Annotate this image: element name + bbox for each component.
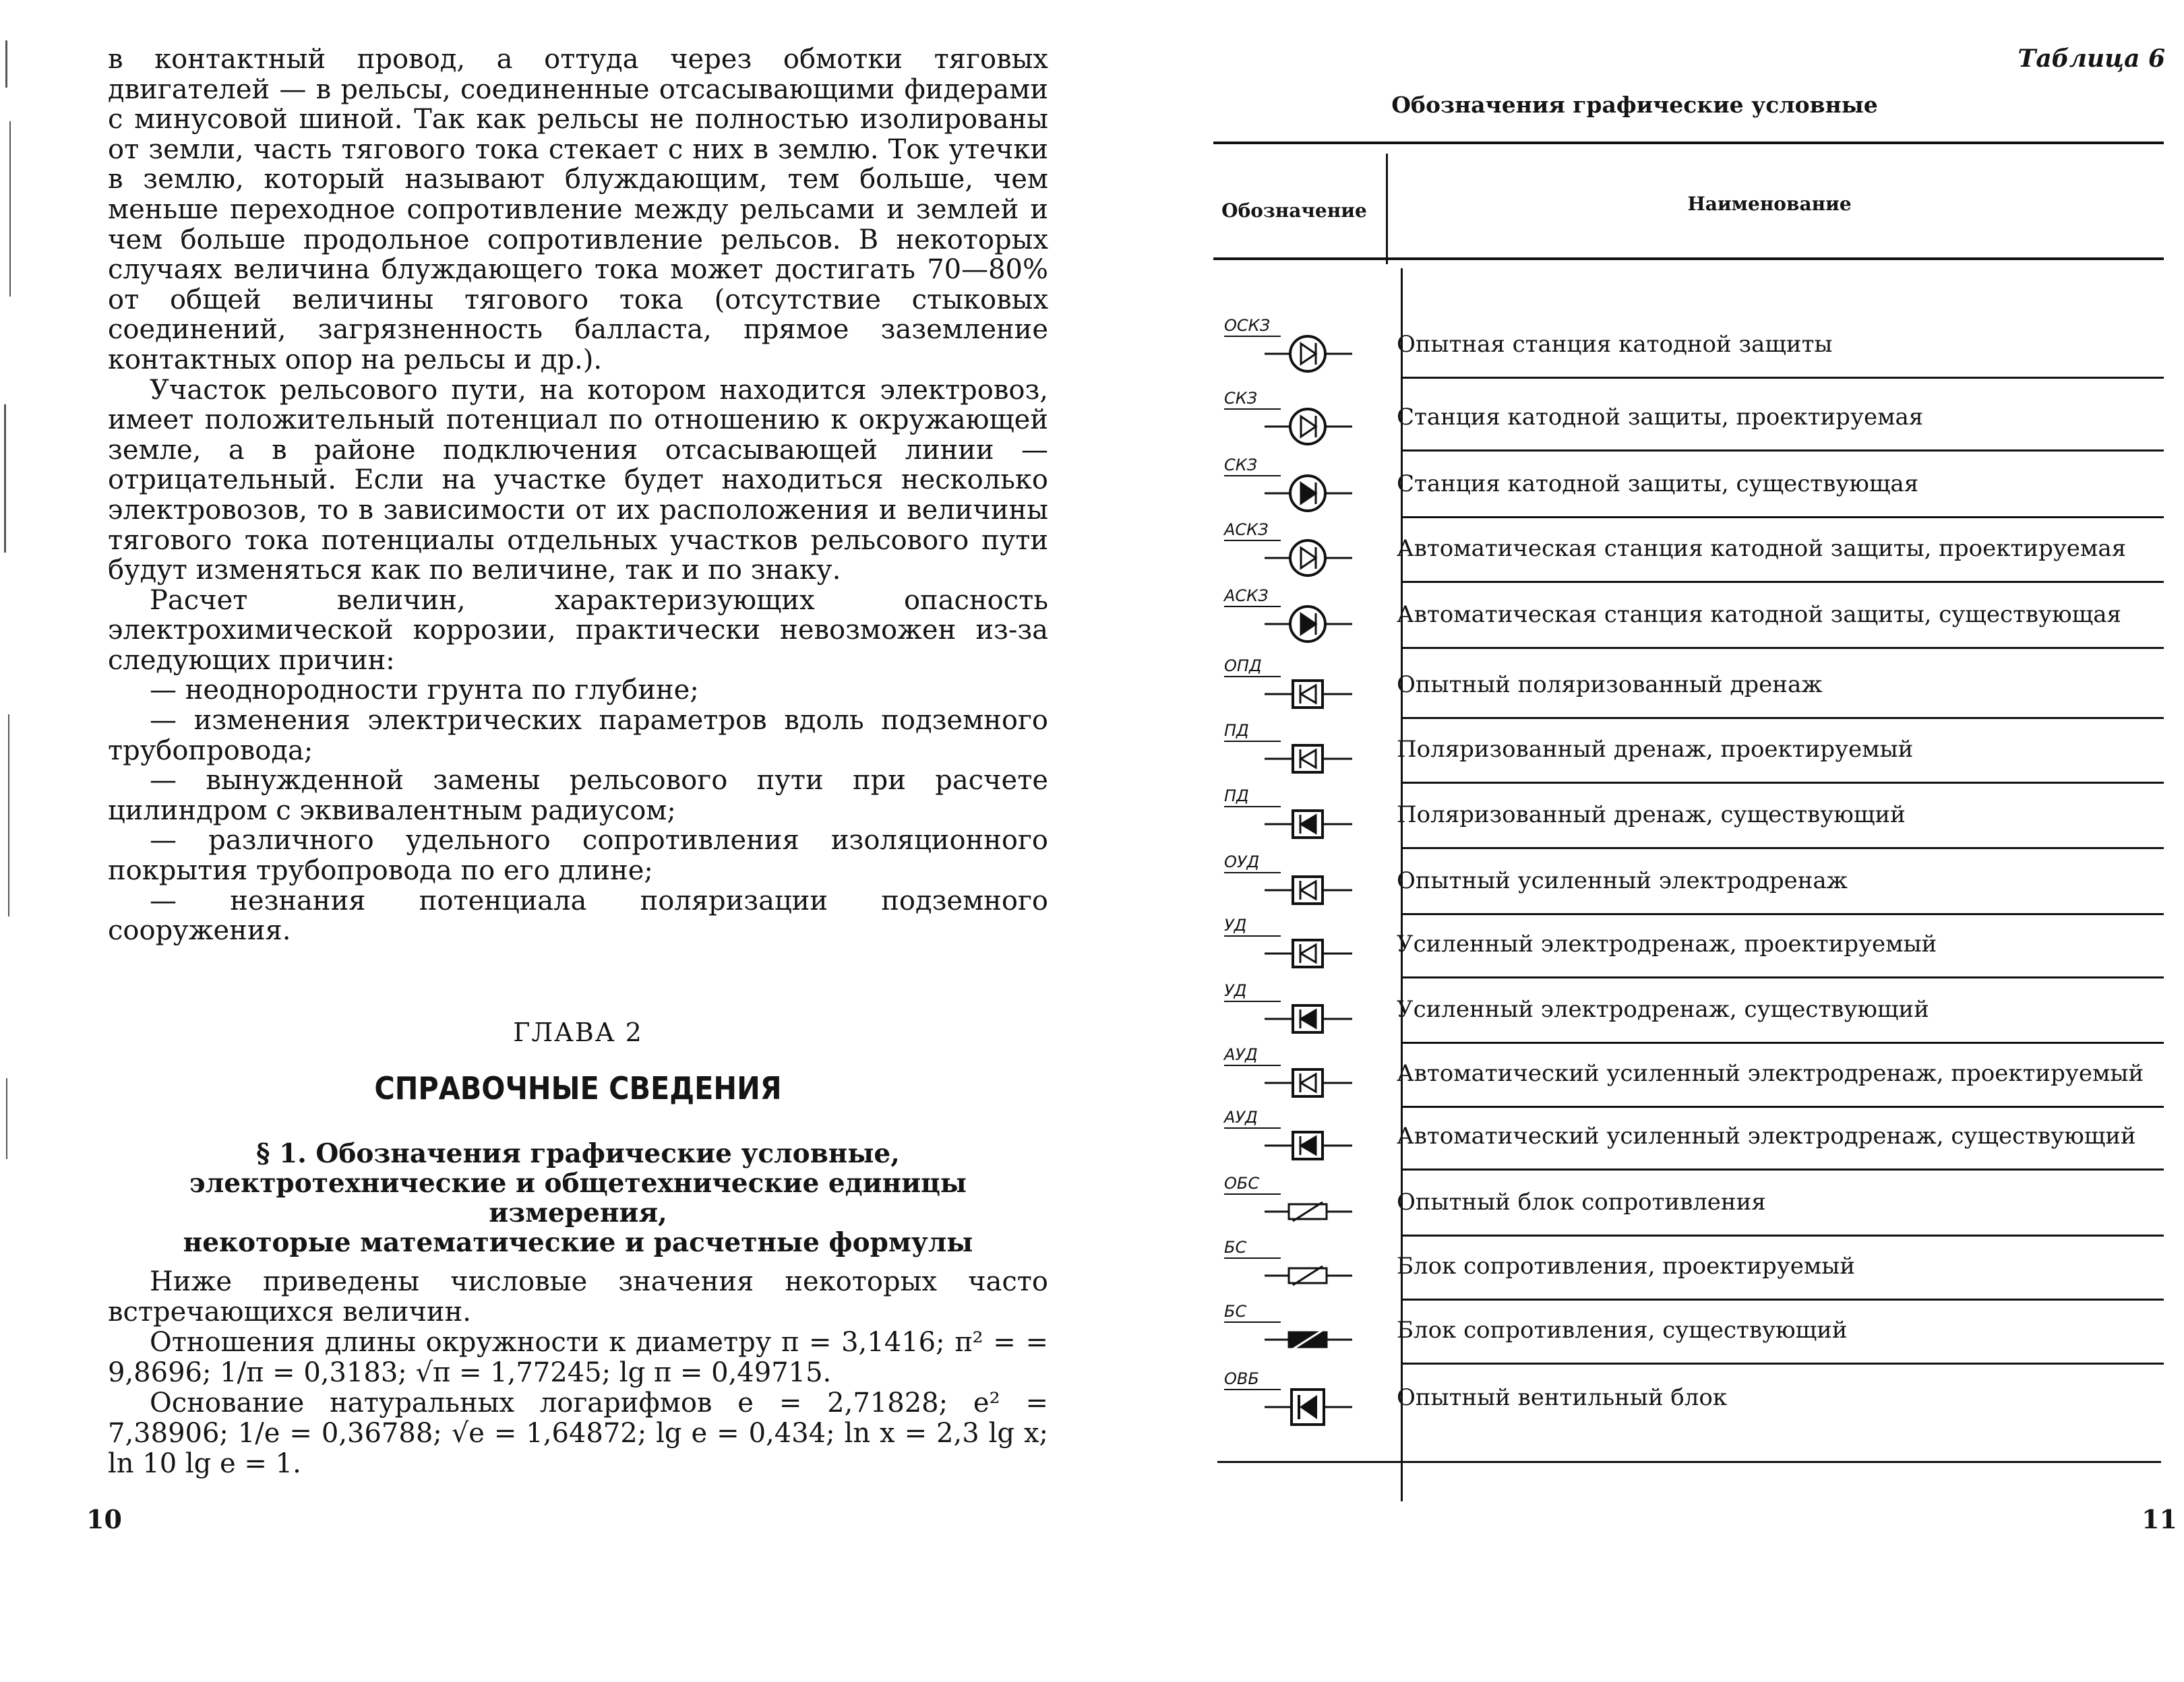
row-separator (1402, 1363, 2164, 1365)
designation-name: Усиленный электродренаж, существующий (1397, 996, 1929, 1023)
box-diode-outline-icon (1200, 913, 1382, 978)
paragraph: в контактный провод, а оттуда через обмотки тяговых двигателей — в рельсы, соединенные отсасывающими фидерами с минусовой шиной. Так как рельсы не полностью изолированы от земли, часть тягового тока стекает с них в землю. Ток утечки в землю, который называют блуждающим, тем больше, чем меньше переходное сопротивление между рельсами и землей и чем больше продольное сопротивление рельсов. В некоторых случаях величина блуждающего тока может достигать 70—80% от общей величины тягового тока (отсутствие стыковых соединений, загрязненность балласта, прямое заземление контактных опор на рельсы и др.). (108, 44, 1048, 375)
page-number-left: 10 (86, 1504, 122, 1534)
symbol-cell (1200, 654, 1382, 718)
reason-item: — неоднородности грунта по глубине; (150, 675, 699, 706)
table-row (1200, 1105, 2184, 1170)
symbol-cell (1200, 584, 1382, 648)
row-separator (1402, 847, 2164, 849)
resistor-outline-icon (1200, 1171, 1382, 1236)
designation-name: Автоматическая станция катодной защиты, проектируемая (1397, 535, 2127, 562)
formula-pi: Отношения длины окружности к диаметру π = 3,1416; π² = = 9,8696; 1/π = 0,3183; √π = 1,77245; lg π = 0,49715. (108, 1327, 1048, 1388)
designation-name: Опытный поляризованный дренаж (1397, 671, 1823, 698)
symbol-cell (1200, 386, 1382, 451)
row-separator (1402, 377, 2164, 379)
symbol-code: ПД (1224, 786, 1249, 805)
reason-item: — изменения электрических параметров вдоль подземного трубопровода; (108, 705, 1048, 766)
symbol-cell (1200, 784, 1382, 848)
symbol-cell (1200, 1105, 1382, 1170)
symbol-code: ОВБ (1224, 1369, 1259, 1388)
designation-name: Усиленный электродренаж, проектируемый (1397, 931, 1937, 958)
column-header-symbol: Обозначение (1221, 199, 1367, 222)
symbol-code: БС (1224, 1238, 1247, 1257)
resistor-outline-icon (1200, 1235, 1382, 1300)
designation-name: Опытный блок сопротивления (1397, 1189, 1766, 1216)
designation-name: Опытный вентильный блок (1397, 1384, 1728, 1411)
symbol-code: СКЗ (1224, 456, 1258, 474)
box-diode-filled-icon (1200, 978, 1382, 1043)
circle-diode-filled-icon (1200, 453, 1382, 518)
page-number-right: 11 (2142, 1504, 2177, 1534)
formulas (108, 1267, 1048, 1479)
table-row (1200, 313, 2184, 378)
symbol-code: ОБС (1224, 1174, 1260, 1193)
designation-name: Автоматический усиленный электродренаж, существующий (1397, 1123, 2136, 1150)
designation-name: Блок сопротивления, проектируемый (1397, 1253, 1856, 1280)
symbol-cell (1200, 978, 1382, 1043)
symbol-cell (1200, 850, 1382, 914)
symbol-cell (1200, 1042, 1382, 1107)
formula-e: Основание натуральных логарифмов e = 2,71828; e² = 7,38906; 1/e = 0,36788; √e = 1,64872; lg e = 0,434; ln x = 2,3 lg x; ln 10 lg e = 1. (108, 1388, 1048, 1479)
table-header-rule (1213, 257, 2164, 260)
row-separator (1402, 449, 2164, 451)
box-diode-outline-icon (1200, 654, 1382, 718)
table-row (1200, 654, 2184, 718)
row-separator (1402, 647, 2164, 649)
column-header-name: Наименование (1687, 193, 1852, 215)
scan-mark (4, 404, 6, 553)
left-page (0, 0, 1085, 1682)
symbol-code: УД (1224, 916, 1247, 935)
symbol-code: СКЗ (1224, 389, 1258, 408)
symbol-code: ОСКЗ (1224, 316, 1271, 335)
symbol-cell (1200, 1367, 1382, 1431)
table-row (1200, 978, 2184, 1043)
designation-name: Автоматическая станция катодной защиты, существующая (1397, 601, 2121, 628)
scan-mark (9, 121, 11, 297)
symbol-code: АСКЗ (1224, 520, 1269, 539)
row-separator (1402, 581, 2164, 583)
intro-paragraph: Ниже приведены числовые значения некоторых часто встречающихся величин. (108, 1266, 1048, 1328)
paragraph: Участок рельсового пути, на котором находится электровоз, имеет положительный потенциал по отношению к окружающей земле, а в районе подключения отсасывающей линии — отрицательный. Если на участке будет находиться несколько электровозов, то в зависимости от их расположения и величины тягового тока потенциалы отдельных участков рельсового пути будут изменяться как по величине, так и по знаку. (108, 374, 1048, 586)
box-diode-outline-icon (1200, 850, 1382, 914)
designation-name: Поляризованный дренаж, существующий (1397, 801, 1906, 828)
symbol-code: УД (1224, 981, 1247, 1000)
section-heading (108, 1139, 1048, 1257)
section-heading-line: § 1. Обозначения графические условные, (256, 1138, 900, 1169)
valve-block-icon (1200, 1367, 1382, 1431)
table-row (1200, 718, 2184, 783)
symbol-code: АУД (1224, 1108, 1258, 1127)
reason-item: — незнания потенциала поляризации подземного сооружения. (108, 885, 1048, 947)
table-bottom-rule (1217, 1461, 2161, 1463)
row-separator (1402, 1169, 2164, 1171)
designation-name: Станция катодной защиты, проектируемая (1397, 404, 1924, 431)
section-heading-line: некоторые математические и расчетные формулы (183, 1227, 973, 1258)
symbol-cell (1200, 313, 1382, 378)
section-heading-line: электротехнические и общетехнические единицы измерения, (189, 1168, 967, 1228)
designation-name: Опытный усиленный электродренаж (1397, 867, 1848, 894)
body-text (108, 44, 1048, 946)
table-top-rule (1213, 142, 2164, 144)
table-row (1200, 784, 2184, 848)
designation-name: Станция катодной защиты, существующая (1397, 470, 1919, 497)
circle-diode-outline-icon (1200, 518, 1382, 582)
table-row (1200, 1299, 2184, 1364)
table-row (1200, 453, 2184, 518)
chapter-label: ГЛАВА 2 (513, 1018, 643, 1047)
table-row (1200, 584, 2184, 648)
symbol-cell (1200, 1171, 1382, 1236)
table-row (1200, 1171, 2184, 1236)
symbol-code: ПД (1224, 721, 1249, 740)
symbol-code: АСКЗ (1224, 586, 1269, 605)
symbol-cell (1200, 1235, 1382, 1300)
right-page (1085, 0, 2184, 1682)
scan-mark (6, 1078, 7, 1159)
reason-item: — вынужденной замены рельсового пути при расчете цилиндром с эквивалентным радиусом; (108, 765, 1048, 826)
table-caption: Обозначения графические условные (1391, 92, 1878, 118)
paragraph: Расчет величин, характеризующих опасность электрохимической коррозии, практически невозможен из-за следующих причин: (108, 584, 1048, 676)
table-row (1200, 1042, 2184, 1107)
circle-diode-filled-icon (1200, 584, 1382, 648)
symbol-cell (1200, 913, 1382, 978)
box-diode-outline-icon (1200, 718, 1382, 783)
resistor-filled-icon (1200, 1299, 1382, 1364)
box-diode-filled-icon (1200, 1105, 1382, 1170)
symbol-cell (1200, 518, 1382, 582)
box-diode-outline-icon (1200, 1042, 1382, 1107)
scan-mark (5, 40, 7, 88)
designation-name: Блок сопротивления, существующий (1397, 1317, 1848, 1344)
table-row (1200, 1235, 2184, 1300)
table-row (1200, 518, 2184, 582)
table-row (1200, 386, 2184, 451)
designation-name: Поляризованный дренаж, проектируемый (1397, 736, 1914, 763)
table-label: Таблица 6 (2018, 44, 2165, 73)
symbol-code: ОУД (1224, 852, 1260, 871)
symbol-code: ОПД (1224, 656, 1262, 675)
symbol-cell (1200, 453, 1382, 518)
circle-diode-outline-icon (1200, 313, 1382, 378)
symbol-cell (1200, 718, 1382, 783)
chapter-title: СПРАВОЧНЫЕ СВЕДЕНИЯ (374, 1070, 782, 1107)
scan-mark (8, 714, 9, 916)
table-row (1200, 1367, 2184, 1431)
designation-name: Автоматический усиленный электродренаж, проектируемый (1397, 1060, 2144, 1087)
circle-diode-outline-icon (1200, 386, 1382, 451)
designation-name: Опытная станция катодной защиты (1397, 331, 1833, 358)
symbol-cell (1200, 1299, 1382, 1364)
table-row (1200, 850, 2184, 914)
table-row (1200, 913, 2184, 978)
reason-item: — различного удельного сопротивления изоляционного покрытия трубопровода по его длине; (108, 825, 1048, 887)
box-diode-filled-icon (1200, 784, 1382, 848)
symbol-code: АУД (1224, 1045, 1258, 1064)
symbol-code: БС (1224, 1302, 1247, 1321)
